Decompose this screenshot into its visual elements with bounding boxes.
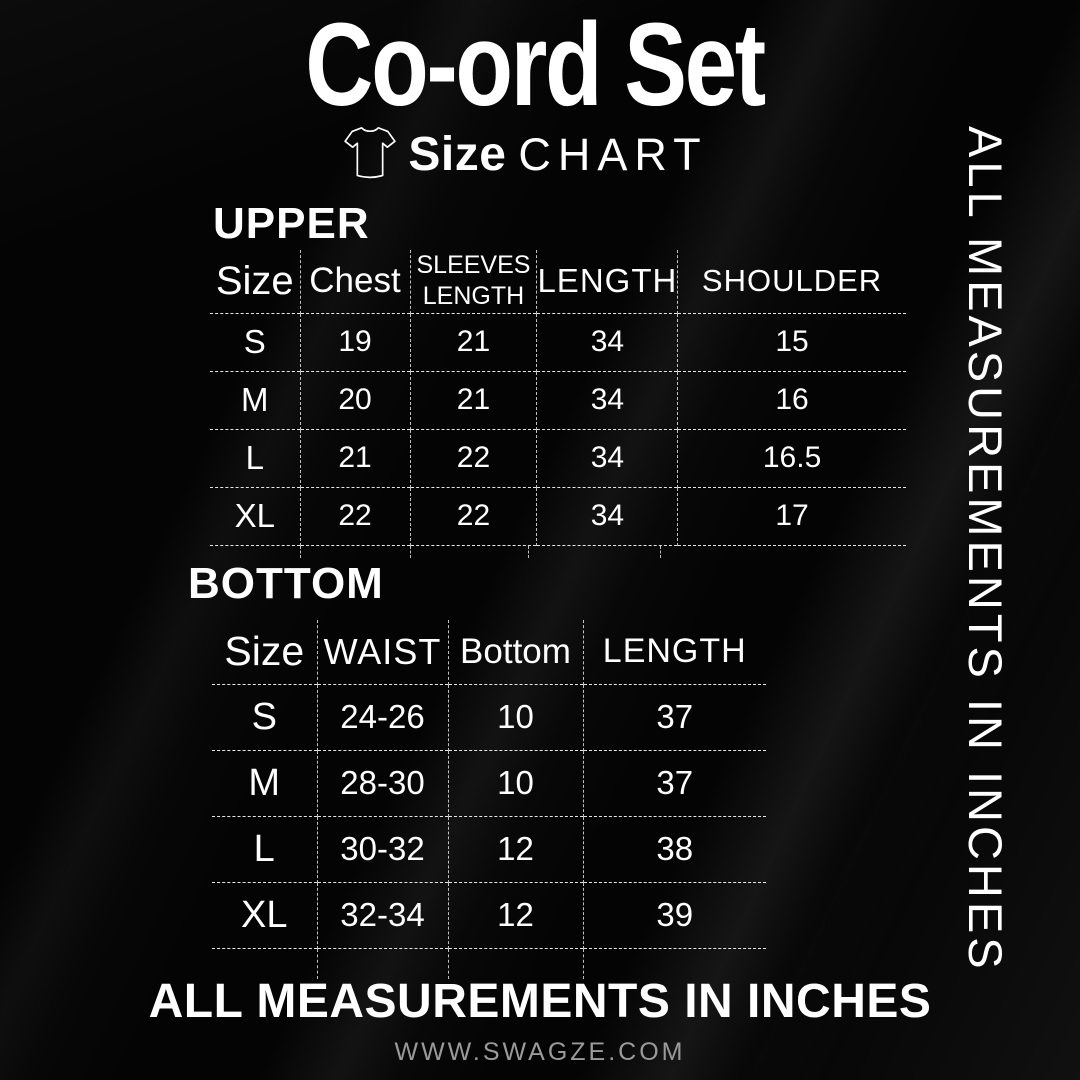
cell-shoulder: 15 [775, 325, 809, 358]
upper-col-chest: Chest [300, 250, 410, 313]
cell-chest: 21 [300, 429, 410, 487]
upper-col-sleeves-length: SLEEVES LENGTH [410, 250, 537, 313]
upper-col-shoulder: SHOULDER [701, 263, 883, 299]
cell-sleeves: 21 [410, 313, 537, 371]
bottom-row-xl [212, 882, 766, 948]
cell-length: 37 [656, 764, 694, 801]
cell-length: 39 [656, 896, 694, 933]
cell-size: L [210, 429, 300, 487]
cell-waist: 24-26 [317, 684, 448, 750]
cell-bottom: 10 [448, 750, 583, 816]
cell-shoulder: 16.5 [762, 441, 822, 474]
bottom-row-m [212, 750, 766, 816]
cell-length: 34 [537, 429, 678, 487]
cell-sleeves: 22 [410, 429, 537, 487]
cell-bottom: 10 [448, 684, 583, 750]
cell-size: L [212, 816, 317, 882]
bottom-header-row [212, 620, 766, 684]
divider-stub [410, 546, 411, 558]
cell-size: M [210, 371, 300, 429]
bottom-row-l [212, 816, 766, 882]
tshirt-icon [340, 120, 400, 191]
upper-col-length: LENGTH [537, 250, 678, 313]
upper-col-size: Size [210, 250, 300, 313]
cell-waist: 30-32 [317, 816, 448, 882]
bottom-col-waist: WAIST [317, 620, 448, 684]
bottom-col-size: Size [212, 620, 317, 684]
cell-chest: 19 [300, 313, 410, 371]
cell-bottom: 12 [448, 882, 583, 948]
divider-stub [528, 546, 529, 558]
cell-size: XL [212, 882, 317, 948]
cell-waist: 32-34 [317, 882, 448, 948]
cell-bottom: 12 [448, 816, 583, 882]
upper-row-xl [210, 487, 906, 545]
footer-measurements-note: ALL MEASUREMENTS IN INCHES [148, 975, 932, 1028]
upper-size-table-wrap [210, 250, 906, 546]
divider-stub [660, 546, 661, 558]
cell-size: S [210, 313, 300, 371]
bottom-section-heading: BOTTOM [188, 559, 384, 608]
bottom-col-bottom: Bottom [448, 620, 583, 684]
page-title-wrap [0, 0, 1070, 131]
cell-chest: 20 [300, 371, 410, 429]
cell-size: XL [210, 487, 300, 545]
upper-row-l [210, 429, 906, 487]
bottom-col-length: LENGTH [602, 632, 747, 671]
cell-size: M [212, 750, 317, 816]
subtitle [0, 118, 1048, 191]
cell-chest: 22 [300, 487, 410, 545]
page-title: Co-ord Set [305, 0, 765, 131]
divider-stub [300, 546, 301, 558]
cell-sleeves: 22 [410, 487, 537, 545]
cell-shoulder: 17 [775, 499, 809, 532]
side-measurements-note: ALL MEASUREMENTS IN INCHES [959, 126, 1012, 973]
upper-size-table [210, 250, 906, 546]
bottom-size-table-wrap [212, 620, 766, 949]
cell-length: 38 [656, 830, 694, 867]
cell-length: 34 [537, 371, 678, 429]
cell-length: 34 [537, 313, 678, 371]
cell-size: S [212, 684, 317, 750]
cell-sleeves: 21 [410, 371, 537, 429]
cell-shoulder: 16 [775, 383, 809, 416]
upper-row-s [210, 313, 906, 371]
cell-length: 34 [537, 487, 678, 545]
bottom-row-s [212, 684, 766, 750]
bottom-size-table [212, 620, 766, 949]
cell-length: 37 [656, 698, 694, 735]
subtitle-chart-word: CHART [518, 128, 708, 180]
upper-header-row [210, 250, 906, 313]
upper-section-heading: UPPER [213, 199, 370, 248]
subtitle-size-word: Size [408, 128, 507, 181]
website-url: WWW.SWAGZE.COM [394, 1038, 686, 1066]
upper-row-m [210, 371, 906, 429]
cell-waist: 28-30 [317, 750, 448, 816]
